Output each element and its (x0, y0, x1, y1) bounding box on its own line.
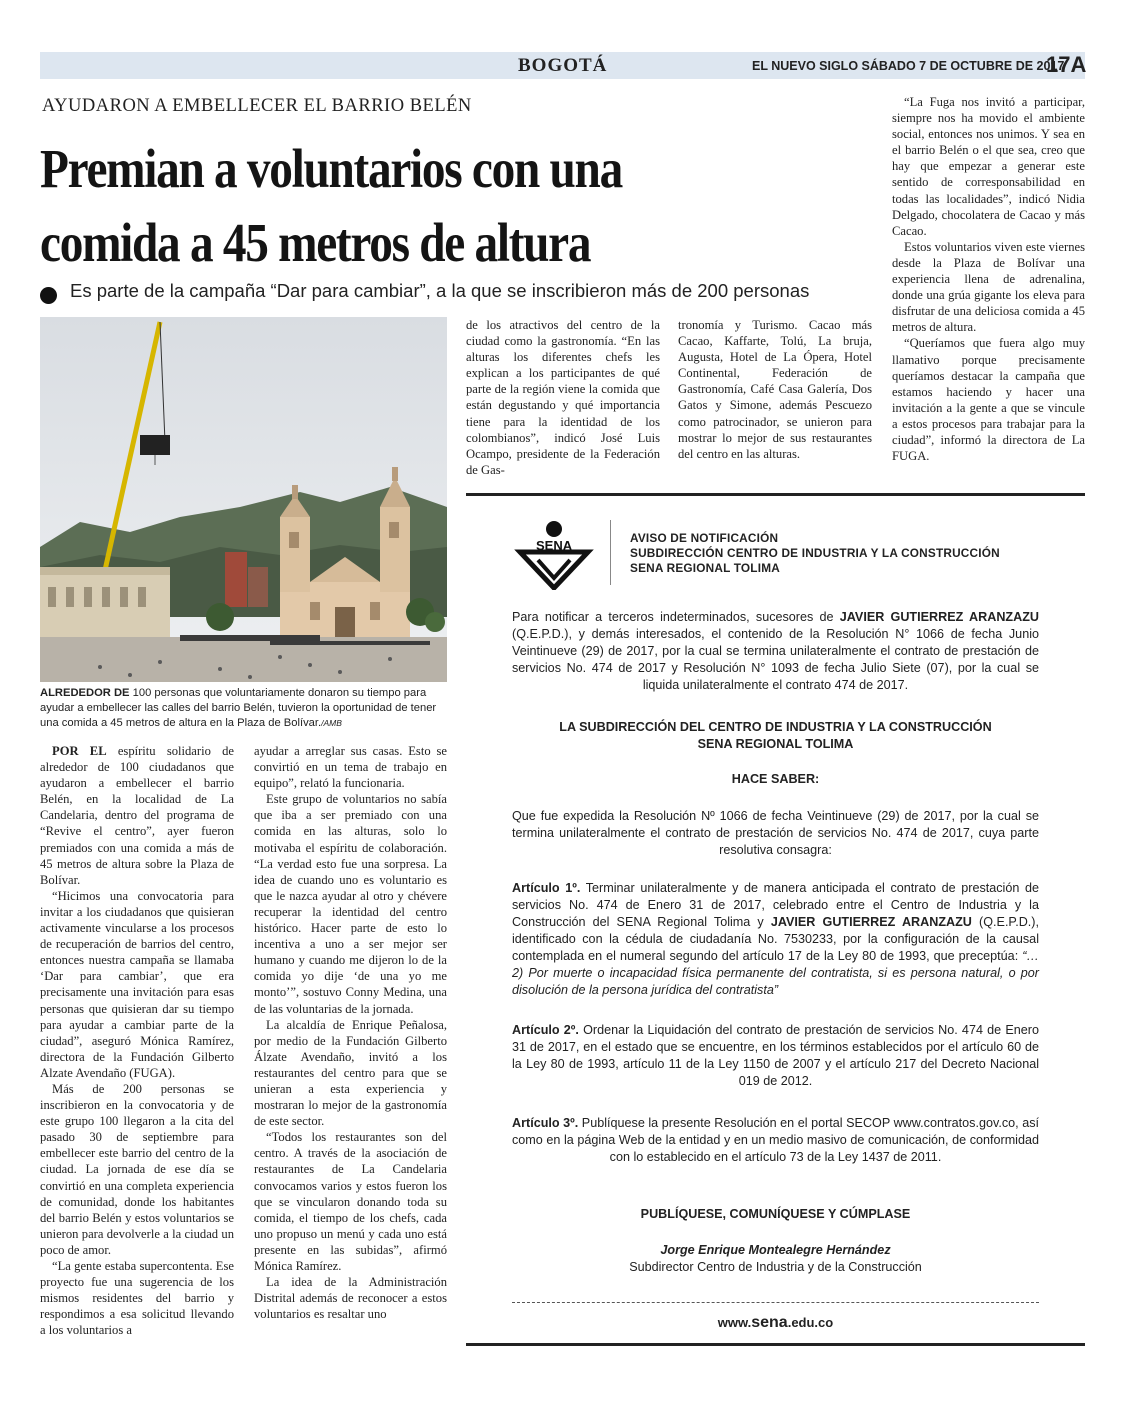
article-photo (40, 317, 447, 682)
bullet-icon (40, 287, 57, 304)
article-headline (40, 132, 762, 280)
paragraph: ayudar a arreglar sus casas. Esto se convirtió en un tema de trabajo en equipo”, relató la funcionaria. (254, 744, 447, 791)
signer-title: Subdirector Centro de Industria y de la Construcción (629, 1260, 922, 1274)
article-column-1 (40, 743, 234, 1338)
article-3-clause (512, 1115, 1039, 1166)
clause-quote: “… 2) Por muerte o incapacidad física permanente del contratista, si es persona natural, o por disolución de la persona jurídica del contratista” (512, 949, 1039, 997)
issuer-line-1: LA SUBDIRECCIÓN DEL CENTRO DE INDUSTRIA Y LA CONSTRUCCIÓN (559, 720, 992, 734)
paragraph: “Hicimos una convocatoria para invitar a los ciudadanos que quisieran activamente vincularse a los procesos de recuperación de barrios del centro, entonces nuestra campaña se llamaba ‘Dar para cambiar’, que era precisamente una invitación para esas personas que quisieran dar su tiempo para ayudar a cambiar parte de la ciudad”, aseguró Mónica Ramírez, directora de la Fundación Gilberto Alzate Avendaño (FUGA). (40, 888, 234, 1080)
notice-issuer (512, 719, 1039, 753)
notice-text: (Q.E.P.D.), y demás interesados, el contenido de la Resolución N° 1066 de fecha Junio Veintinueve (29) de 2017, por la cual se termina unilateralmente el contrato de prestación de servicios No. 474 de 2017 y Resolución N° 1093 de fecha Julio Siete (07), por la cual se liquida unilateralmente el contrato 474 de 2017. (512, 627, 1039, 692)
paragraph: Estos voluntarios viven este viernes desde la Plaza de Bolívar una experiencia llena de adrenalina, donde una grúa gigante los eleva para disfrutar de una deliciosa comida a 45 metros de altura. (892, 239, 1085, 335)
web-brand: sena (751, 1314, 788, 1331)
web-suffix: .edu.co (787, 1315, 834, 1330)
article-2-clause (512, 1022, 1039, 1090)
issuer-line-2: SENA REGIONAL TOLIMA (697, 737, 854, 751)
caption-text: 100 personas que voluntariamente donaron su tiempo para ayudar a embellecer las calles del barrio Belén, tuvieron la oportunidad de tener una comida a 45 metros de altura en la Plaza de Bolívar. (40, 687, 437, 729)
paragraph: Más de 200 personas se inscribieron en la convocatoria y de este grupo 100 llegaron a la cita del pasado 30 de septiembre para embellecer este barrio del centro de la ciudad. La jornada de ese día se convirtió en una completa experiencia de comunidad, donde los habitantes del barrio Belén y estos voluntarios se unieron para devolverle a la ciudad un poco de amor. (40, 1081, 234, 1257)
dashed-divider (512, 1302, 1039, 1303)
clause-text: (Q.E.P.D.), identificado con la cédula de ciudadanía No. 7530233, por la configuración de la causal contemplada en el numeral segundo del artículo 17 de la Ley 80 de 1993, que preceptúa: (512, 915, 1039, 963)
article-kicker: AYUDARON A EMBELLECER EL BARRIO BELÉN (42, 96, 472, 116)
lead-in: POR EL (52, 744, 107, 758)
section-label: BOGOTÁ (518, 55, 608, 76)
logo-divider (610, 520, 611, 585)
paragraph-text: espíritu solidario de alrededor de 100 ciudadanos que ayudaron a embellecer el barrio Belén, en la localidad de La Candelaria, dentro del programa de “Revive el centro”, ayer fueron premiados con una comida a más de 45 metros de altura sobre la Plaza de Bolívar. (40, 744, 234, 887)
clause-text: Ordenar la Liquidación del contrato de prestación de servicios No. 474 de Enero 31 de 2017, en el estado que se encuentre, en los términos establecidos por el artículo 60 de la Ley 80 de 1993, artículo 11 de la Ley 1150 de 2007 y el artículo 217 del Decreto Nacional 019 de 2012. (512, 1023, 1039, 1088)
signer-name: Jorge Enrique Montealegre Hernández (660, 1243, 891, 1257)
article-column-2 (254, 743, 447, 1322)
photo-caption (40, 686, 450, 731)
publication-order: PUBLÍQUESE, COMUNÍQUESE Y CÚMPLASE (640, 1207, 911, 1221)
clause-text: Terminar unilateralmente y de manera anticipada el contrato de prestación de servicios No. 474 de Enero 31 de 2017, celebrado entre el Centro de Industria y la Construcción del SENA Regional Tolima y (512, 881, 1040, 929)
clause-text: Publíquese la presente Resolución en el portal SECOP www.contratos.gov.co, así como en la página Web de la entidad y en un medio masivo de comunicación, de conformidad con lo establecido en el artículo 73 de la Ley 1437 de 2011. (512, 1116, 1039, 1164)
paragraph: “La gente estaba supercontenta. Ese proyecto fue una sugerencia de los mismos residentes del barrio y respondimos a esa solicitud llevando a los voluntarios a (40, 1259, 234, 1338)
web-prefix: www. (717, 1315, 752, 1330)
hace-saber-heading: HACE SABER: (731, 772, 820, 786)
notice-intro (512, 609, 1039, 694)
clause-label: Artículo 2º. (512, 1023, 579, 1037)
notice-regional: SENA REGIONAL TOLIMA (630, 561, 780, 575)
clause-label: Artículo 1º. (512, 881, 581, 895)
headline-line-2: comida a 45 metros de altura (40, 212, 591, 273)
paragraph: La idea de la Administración Distrital además de reconocer a estos voluntarios es resaltar uno (254, 1275, 447, 1322)
article-1-clause (512, 880, 1039, 999)
paragraph: tronomía y Turismo. Cacao más Cacao, Kaffarte, Tolú, La bruja, Augusta, Hotel de La Ópera, Hotel Continental, Federación de Gastronomía, Café Casa Galería, Dos Gatos y Simone, además Pescuezo como patrocinador, se unieron para mostrar lo mejor de sus restaurantes del centro en las alturas. (678, 318, 872, 461)
notice-title: AVISO DE NOTIFICACIÓN (630, 531, 779, 545)
signature-block (512, 1242, 1039, 1276)
website-link[interactable] (512, 1314, 1039, 1332)
paragraph: “Queríamos que fuera algo muy llamativo porque precisamente queríamos destacar la campaña que estamos haciendo y hacer una invitación a la gente a que se vincule a estos procesos para trabajar para la ciudad”, informó la directora de La FUGA. (892, 336, 1085, 464)
page-number: 17A (1046, 52, 1087, 77)
article-column-4 (678, 317, 872, 462)
notice-text: Para notificar a terceros indeterminados, sucesores de (512, 610, 840, 624)
dateline: EL NUEVO SIGLO SÁBADO 7 DE OCTUBRE DE 2017 (752, 59, 1065, 73)
plaza-bolivar-photo (40, 317, 447, 682)
clause-label: Artículo 3º. (512, 1116, 579, 1130)
notice-name: JAVIER GUTIERREZ ARANZAZU (770, 915, 972, 929)
paragraph: La alcaldía de Enrique Peñalosa, por medio de la Fundación Gilberto Álzate Avendaño, invitó a los restaurantes del centro para que se unieran a esta experiencia y mostraran lo mejor de la gastronomía de este sector. (254, 1017, 447, 1129)
notice-name: JAVIER GUTIERREZ ARANZAZU (839, 610, 1039, 624)
notice-resolution-text: Que fue expedida la Resolución Nº 1066 de fecha Veintinueve (29) de 2017, por la cual se termina unilateralmente el contrato de prestación de servicios No. 474 de 2017, cuya parte resolutiva consagra: (512, 809, 1039, 857)
paragraph: Este grupo de voluntarios no sabía que iba a ser premiado con una comida en las alturas, solo lo motivaba el espíritu de colaboración. “La verdad esto fue una sorpresa. La idea de cuando uno es voluntario es que le nazca ayudar al otro y chévere recuperar la identidad del centro histórico. Hacer parte de esto lo incentiva a uno a ser mejor ser humano y cuando me dijeron lo de la comida yo dije ‘de una yo me monto’”, sostuvo Conny Medina, una de las voluntarias de la jornada. (254, 792, 447, 1016)
article-subhead: Es parte de la campaña “Dar para cambiar”, a la que se inscribieron más de 200 personas (70, 280, 810, 301)
paragraph: “Todos los restaurantes son del centro. A través de la asociación de restaurantes de La Candelaria convocamos varios y estos fueron los que se vincularon donando toda su comida, el tiempo de los chefs, cada uno propuso un menú y cada uno está presente en las subidas”, afirmó Mónica Ramírez. (254, 1130, 447, 1273)
article-column-5 (892, 94, 1085, 464)
sena-logo-text: SENA (536, 538, 573, 553)
notice-department: SUBDIRECCIÓN CENTRO DE INDUSTRIA Y LA CONSTRUCCIÓN (630, 546, 1000, 560)
article-column-3 (466, 317, 660, 478)
photo-credit: /AMB (321, 718, 342, 728)
notice-heading (630, 531, 1000, 576)
headline-line-1: Premian a voluntarios con una (40, 138, 622, 199)
paragraph (40, 743, 234, 888)
sena-logo-icon (514, 520, 594, 590)
paragraph: de los atractivos del centro de la ciudad como la gastronomía. “En las alturas los diferentes chefs les explican a los participantes de qué parte de la región viene la comida que están degustando y qué importancia tiene para la identidad de los colombianos”, indicó José Luis Ocampo, presidente de la Federación de Gas- (466, 318, 660, 477)
caption-lead: ALREDEDOR DE (40, 687, 130, 699)
paragraph: “La Fuga nos invitó a participar, siempre nos ha movido el ambiente social, entonces nos unimos. Y sea en el barrio Belén o el que sea, creo que hay que empezar a generar este sentido de corresponsabilidad en todas las localidades”, indicó Nidia Delgado, chocolatera de Cacao y más Cacao. (892, 95, 1085, 238)
